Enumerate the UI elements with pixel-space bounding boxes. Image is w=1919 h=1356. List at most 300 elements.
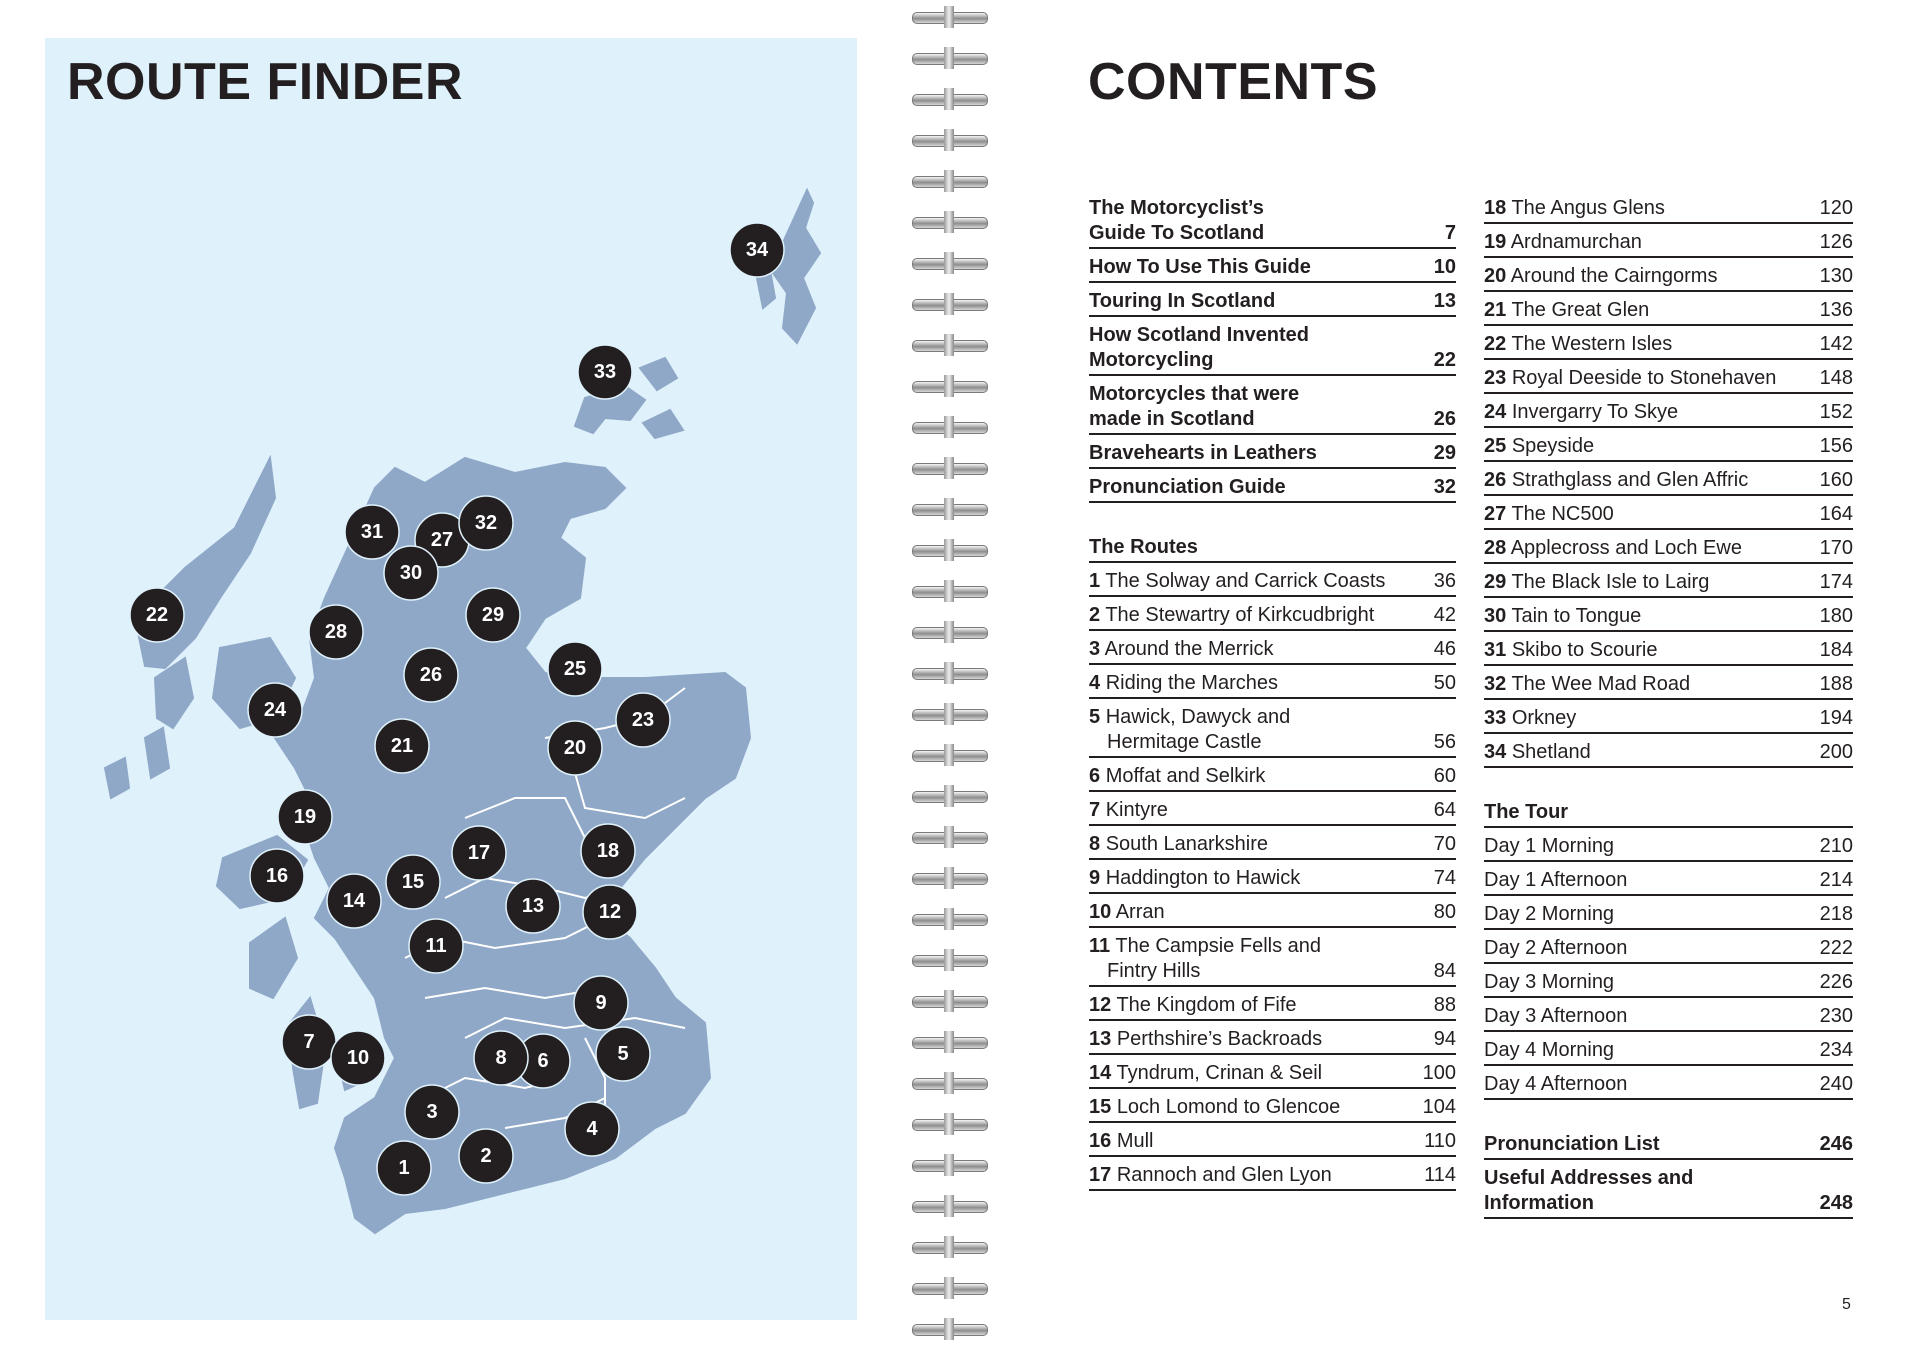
entry-title-text: How To Use This Guide (1089, 256, 1311, 278)
route-marker-13[interactable] (506, 879, 560, 933)
contents-entry[interactable] (1089, 762, 1456, 792)
binding-post (944, 1236, 954, 1258)
entry-title-text: Invergarry To Skye (1511, 401, 1679, 423)
contents-entry-page: 94 (1433, 1028, 1456, 1050)
contents-title: CONTENTS (1088, 53, 1378, 111)
binding-post (944, 457, 954, 479)
binding-post (944, 47, 954, 69)
binding-ring (908, 375, 990, 397)
contents-entry-page: 36 (1433, 570, 1456, 592)
entry-title-text: Bravehearts in Leathers (1089, 442, 1317, 464)
binding-ring (908, 1236, 990, 1258)
contents-entry-title (1089, 289, 1434, 314)
route-number: 3 (1089, 638, 1101, 660)
contents-entry-title (1484, 536, 1820, 561)
route-marker-label: 9 (595, 992, 607, 1014)
binding-post (944, 211, 954, 233)
contents-entry-page: 120 (1819, 197, 1853, 219)
contents-entry[interactable] (1089, 287, 1456, 317)
contents-entry[interactable] (1484, 900, 1853, 930)
tour-list (1484, 832, 1853, 1100)
route-marker-12[interactable] (583, 885, 637, 939)
route-number: 2 (1089, 604, 1101, 626)
binding-ring (908, 498, 990, 520)
route-marker-24[interactable] (248, 683, 302, 737)
contents-entry[interactable] (1484, 1002, 1853, 1032)
contents-entry[interactable] (1089, 439, 1456, 469)
route-marker-30[interactable] (384, 546, 438, 600)
contents-entry-title (1484, 902, 1820, 927)
route-number: 11 (1089, 935, 1111, 957)
entry-title-text: Day 3 Afternoon (1484, 1005, 1628, 1027)
route-number: 33 (1484, 707, 1507, 729)
contents-entry-page: 246 (1819, 1133, 1853, 1155)
contents-entry[interactable] (1484, 866, 1853, 896)
contents-entry[interactable] (1484, 398, 1853, 428)
entry-title-text: Day 4 Afternoon (1484, 1073, 1628, 1095)
contents-entry[interactable] (1484, 568, 1853, 598)
contents-entry-page: 42 (1433, 604, 1456, 626)
contents-entry[interactable] (1484, 500, 1853, 530)
binding-post (944, 129, 954, 151)
contents-entry-title (1089, 705, 1434, 755)
route-marker-11[interactable] (409, 919, 463, 973)
route-number: 16 (1089, 1130, 1112, 1152)
contents-entry-title (1089, 993, 1434, 1018)
route-number: 27 (1484, 503, 1507, 525)
contents-entry-title (1089, 671, 1434, 696)
contents-column-right (1484, 194, 1853, 1223)
binding-ring (908, 867, 990, 889)
contents-entry-title (1484, 672, 1820, 697)
binding-post (944, 334, 954, 356)
contents-entry[interactable] (1484, 968, 1853, 998)
contents-entry[interactable] (1484, 296, 1853, 326)
entry-title-text: Arran (1115, 901, 1165, 923)
binding-ring (908, 334, 990, 356)
route-number: 9 (1089, 867, 1101, 889)
route-number: 34 (1484, 741, 1507, 763)
entry-title-text: Royal Deeside to Stonehaven (1511, 367, 1777, 389)
contents-entry-page: 13 (1433, 290, 1456, 312)
contents-entry-title (1484, 196, 1820, 221)
contents-entry-page: 214 (1819, 869, 1853, 891)
contents-entry-title (1484, 970, 1820, 995)
spiral-binding (908, 0, 990, 1356)
binding-post (944, 1113, 954, 1135)
contents-entry-page: 148 (1819, 367, 1853, 389)
contents-entry[interactable] (1089, 932, 1456, 987)
route-number: 28 (1484, 537, 1507, 559)
binding-ring (908, 1195, 990, 1217)
route-finder-title: ROUTE FINDER (67, 53, 463, 111)
route-marker-2[interactable] (459, 1129, 513, 1183)
route-marker-19[interactable] (278, 790, 332, 844)
route-marker-4[interactable] (565, 1102, 619, 1156)
contents-entry-page: 226 (1819, 971, 1853, 993)
contents-entry[interactable] (1484, 934, 1853, 964)
contents-entry[interactable] (1089, 194, 1456, 249)
contents-entry-title (1484, 332, 1820, 357)
contents-entry[interactable] (1089, 567, 1456, 597)
route-marker-17[interactable] (452, 826, 506, 880)
route-marker-34[interactable] (730, 223, 784, 277)
contents-entry[interactable] (1089, 830, 1456, 860)
contents-entry-page: 200 (1819, 741, 1853, 763)
entry-title-text: Around the Merrick (1104, 638, 1274, 660)
contents-entry[interactable] (1089, 864, 1456, 894)
entry-title-text: Tain to Tongue (1511, 605, 1642, 627)
contents-entry-page: 174 (1819, 571, 1853, 593)
contents-entry-title (1089, 866, 1434, 891)
entry-title-text: Haddington to Hawick (1105, 867, 1301, 889)
route-marker-25[interactable] (548, 642, 602, 696)
contents-entry-page: 56 (1433, 731, 1456, 753)
binding-ring (908, 1072, 990, 1094)
binding-ring (908, 908, 990, 930)
route-marker-33[interactable] (578, 345, 632, 399)
contents-entry-page: 210 (1819, 835, 1853, 857)
route-marker-label: 16 (265, 865, 289, 887)
contents-entry[interactable] (1484, 1164, 1853, 1219)
binding-post (944, 580, 954, 602)
route-marker-label: 20 (563, 737, 587, 759)
contents-entry[interactable] (1089, 1025, 1456, 1055)
contents-entry-title (1089, 934, 1434, 984)
contents-entry[interactable] (1089, 1161, 1456, 1191)
entry-title-text: The Motorcyclist’s (1089, 197, 1264, 219)
contents-entry-title (1089, 441, 1434, 466)
route-marker-21[interactable] (375, 719, 429, 773)
contents-entry[interactable] (1484, 466, 1853, 496)
route-marker-7[interactable] (282, 1015, 336, 1069)
route-marker-29[interactable] (466, 588, 520, 642)
contents-entry-page: 188 (1819, 673, 1853, 695)
contents-entry-title (1089, 1163, 1424, 1188)
route-number: 6 (1089, 765, 1101, 787)
intro-entries (1089, 194, 1456, 503)
contents-entry[interactable] (1484, 832, 1853, 862)
entry-title-text: South Lanarkshire (1105, 833, 1269, 855)
entry-title-text: Useful Addresses and (1484, 1167, 1694, 1189)
route-marker-1[interactable] (377, 1141, 431, 1195)
contents-entry-title (1484, 400, 1820, 425)
contents-entry[interactable] (1089, 635, 1456, 665)
contents-entry-title (1089, 764, 1434, 789)
contents-entry-title (1484, 706, 1820, 731)
route-marker-label: 11 (425, 935, 447, 957)
route-number: 30 (1484, 605, 1507, 627)
route-marker-31[interactable] (345, 505, 399, 559)
contents-entry-title (1089, 1027, 1434, 1052)
route-number: 13 (1089, 1028, 1112, 1050)
contents-entry[interactable] (1484, 534, 1853, 564)
route-marker-26[interactable] (404, 648, 458, 702)
contents-entry[interactable] (1089, 380, 1456, 435)
binding-post (944, 908, 954, 930)
contents-entry-title (1484, 1038, 1820, 1063)
contents-entry-title (1484, 434, 1820, 459)
contents-entry[interactable] (1484, 636, 1853, 666)
contents-entry-page: 32 (1433, 476, 1456, 498)
route-marker-8[interactable] (474, 1031, 528, 1085)
binding-ring (908, 88, 990, 110)
contents-entry-title (1089, 637, 1434, 662)
contents-entry[interactable] (1089, 321, 1456, 376)
contents-entry-title (1089, 255, 1434, 280)
entry-title-text: Mull (1116, 1130, 1154, 1152)
contents-entry-title (1089, 798, 1434, 823)
entry-title-text: Touring In Scotland (1089, 290, 1276, 312)
route-marker-9[interactable] (574, 976, 628, 1030)
contents-entry[interactable] (1484, 738, 1853, 768)
contents-entry-title (1484, 570, 1820, 595)
route-number: 25 (1484, 435, 1507, 457)
binding-ring (908, 211, 990, 233)
contents-entry-page: 142 (1819, 333, 1853, 355)
route-marker-16[interactable] (250, 849, 304, 903)
binding-post (944, 375, 954, 397)
route-marker-3[interactable] (405, 1085, 459, 1139)
route-marker-label: 4 (586, 1118, 598, 1140)
route-marker-label: 22 (145, 604, 169, 626)
entry-title-text: Skibo to Scourie (1511, 639, 1658, 661)
route-marker-label: 1 (398, 1157, 410, 1179)
binding-post (944, 662, 954, 684)
route-number: 8 (1089, 833, 1101, 855)
route-number: 12 (1089, 994, 1112, 1016)
contents-entry-title (1484, 868, 1820, 893)
end-entries (1484, 1130, 1853, 1219)
contents-entry-title (1484, 638, 1820, 663)
route-marker-22[interactable] (130, 588, 184, 642)
contents-entry-page: 126 (1819, 231, 1853, 253)
entry-title-text-line2: Hermitage Castle (1107, 731, 1262, 753)
contents-entry-page: 230 (1819, 1005, 1853, 1027)
binding-post (944, 252, 954, 274)
entry-title-text: Day 2 Afternoon (1484, 937, 1628, 959)
route-marker-label: 30 (399, 562, 423, 584)
binding-ring (908, 1277, 990, 1299)
contents-entry[interactable] (1484, 602, 1853, 632)
route-marker-20[interactable] (548, 721, 602, 775)
contents-entry-page: 240 (1819, 1073, 1853, 1095)
route-marker-5[interactable] (596, 1027, 650, 1081)
entry-title-text: Hawick, Dawyck and (1105, 706, 1291, 728)
contents-entry-title (1484, 740, 1820, 765)
contents-entry-page: 100 (1422, 1062, 1456, 1084)
contents-entry[interactable] (1484, 1130, 1853, 1160)
binding-ring (908, 1154, 990, 1176)
contents-entry-title (1089, 1095, 1423, 1120)
route-marker-label: 2 (480, 1145, 492, 1167)
entry-title-text: Tyndrum, Crinan & Seil (1116, 1062, 1323, 1084)
contents-entry[interactable] (1089, 473, 1456, 503)
route-marker-label: 26 (419, 664, 443, 686)
route-marker-label: 29 (481, 604, 505, 626)
entry-title-text: Speyside (1511, 435, 1595, 457)
route-marker-label: 27 (430, 529, 454, 551)
contents-entry-title (1484, 298, 1820, 323)
contents-entry-page: 88 (1433, 994, 1456, 1016)
entry-title-text-line2: Guide To Scotland (1089, 222, 1265, 244)
route-number: 14 (1089, 1062, 1112, 1084)
entry-title-text: The Black Isle to Lairg (1511, 571, 1710, 593)
route-marker-label: 15 (401, 871, 425, 893)
entry-title-text: Day 2 Morning (1484, 903, 1615, 925)
binding-post (944, 88, 954, 110)
route-marker-label: 13 (521, 895, 545, 917)
route-number: 5 (1089, 706, 1101, 728)
contents-entry-title (1089, 196, 1445, 246)
binding-post (944, 1277, 954, 1299)
contents-entry[interactable] (1089, 669, 1456, 699)
binding-post (944, 867, 954, 889)
binding-post (944, 744, 954, 766)
contents-entry[interactable] (1484, 704, 1853, 734)
contents-entry-page: 46 (1433, 638, 1456, 660)
contents-entry-title (1484, 604, 1820, 629)
contents-entry[interactable] (1089, 601, 1456, 631)
contents-entry-title (1484, 264, 1820, 289)
binding-ring (908, 457, 990, 479)
routes-list-left (1089, 567, 1456, 1191)
contents-entry-page: 248 (1819, 1192, 1853, 1214)
route-number: 21 (1484, 299, 1507, 321)
contents-entry[interactable] (1484, 262, 1853, 292)
binding-ring (908, 621, 990, 643)
contents-entry-page: 136 (1819, 299, 1853, 321)
route-marker-23[interactable] (616, 693, 670, 747)
entry-title-text: Ardnamurchan (1510, 231, 1642, 253)
contents-entry-title (1484, 502, 1820, 527)
contents-entry[interactable] (1484, 1070, 1853, 1100)
contents-entry-page: 156 (1819, 435, 1853, 457)
contents-entry[interactable] (1089, 991, 1456, 1021)
contents-entry[interactable] (1484, 670, 1853, 700)
route-marker-label: 21 (390, 735, 414, 757)
contents-entry-title (1484, 1166, 1820, 1216)
route-marker-label: 34 (745, 239, 769, 261)
entry-title-text: The Stewartry of Kirkcudbright (1105, 604, 1375, 626)
binding-ring (908, 826, 990, 848)
contents-entry-title (1089, 475, 1434, 500)
route-marker-18[interactable] (581, 824, 635, 878)
page-number: 5 (1842, 1296, 1851, 1313)
route-marker-28[interactable] (309, 605, 363, 659)
route-marker-label: 18 (596, 840, 620, 862)
route-marker-label: 24 (263, 699, 287, 721)
binding-post (944, 498, 954, 520)
contents-entry-page: 104 (1422, 1096, 1456, 1118)
entry-title-text: Pronunciation Guide (1089, 476, 1286, 498)
binding-ring (908, 990, 990, 1012)
contents-entry-page: 152 (1819, 401, 1853, 423)
contents-entry[interactable] (1089, 898, 1456, 928)
contents-entry-title (1484, 468, 1820, 493)
contents-entry[interactable] (1089, 1127, 1456, 1157)
binding-ring (908, 1318, 990, 1340)
contents-entry-title (1484, 834, 1820, 859)
binding-ring (908, 129, 990, 151)
route-marker-label: 33 (593, 361, 617, 383)
binding-ring (908, 170, 990, 192)
entry-title-text: Shetland (1511, 741, 1591, 763)
contents-entry[interactable] (1089, 1059, 1456, 1089)
route-marker-label: 32 (474, 512, 498, 534)
contents-entry-page: 110 (1424, 1130, 1456, 1152)
contents-entry-page: 184 (1819, 639, 1853, 661)
contents-entry-page: 170 (1819, 537, 1853, 559)
entry-title-text: Perthshire’s Backroads (1116, 1028, 1323, 1050)
binding-post (944, 6, 954, 28)
contents-entry-title (1484, 936, 1820, 961)
contents-entry[interactable] (1484, 228, 1853, 258)
binding-post (944, 1154, 954, 1176)
contents-entry[interactable] (1089, 253, 1456, 283)
binding-post (944, 293, 954, 315)
contents-entry-title (1089, 603, 1434, 628)
route-marker-15[interactable] (386, 855, 440, 909)
entry-title-text: How Scotland Invented (1089, 324, 1310, 346)
route-marker-32[interactable] (459, 496, 513, 550)
contents-entry[interactable] (1484, 194, 1853, 224)
entry-title-text: Around the Cairngorms (1510, 265, 1718, 287)
route-marker-label: 3 (426, 1101, 438, 1123)
entry-title-text: The Wee Mad Road (1511, 673, 1691, 695)
contents-entry-page: 26 (1433, 408, 1456, 430)
binding-post (944, 539, 954, 561)
binding-post (944, 416, 954, 438)
contents-entry-page: 218 (1819, 903, 1853, 925)
contents-column-left (1089, 194, 1456, 1195)
route-marker-label: 8 (495, 1047, 507, 1069)
contents-entry[interactable] (1484, 432, 1853, 462)
binding-post (944, 990, 954, 1012)
route-marker-label: 7 (303, 1031, 315, 1053)
route-number: 31 (1484, 639, 1507, 661)
binding-post (944, 826, 954, 848)
route-marker-label: 19 (293, 806, 317, 828)
entry-title-text: Pronunciation List (1484, 1133, 1660, 1155)
entry-title-text: Day 4 Morning (1484, 1039, 1615, 1061)
contents-entry[interactable] (1089, 796, 1456, 826)
contents-entry-page: 80 (1433, 901, 1456, 923)
contents-entry[interactable] (1089, 1093, 1456, 1123)
route-number: 18 (1484, 197, 1507, 219)
contents-entry[interactable] (1484, 364, 1853, 394)
contents-entry[interactable] (1484, 1036, 1853, 1066)
contents-entry-title (1484, 1132, 1820, 1157)
entry-title-text: The Angus Glens (1511, 197, 1665, 219)
route-marker-label: 25 (563, 658, 587, 680)
route-marker-label: 6 (537, 1050, 549, 1072)
binding-post (944, 703, 954, 725)
route-marker-14[interactable] (327, 874, 381, 928)
route-number: 32 (1484, 673, 1507, 695)
contents-entry-title (1484, 1004, 1820, 1029)
contents-entry[interactable] (1484, 330, 1853, 360)
route-marker-label: 17 (467, 842, 491, 864)
binding-post (944, 1318, 954, 1340)
binding-post (944, 1072, 954, 1094)
entry-title-text: Riding the Marches (1105, 672, 1278, 694)
route-marker-10[interactable] (331, 1031, 385, 1085)
routes-heading: The Routes (1089, 533, 1456, 563)
contents-entry[interactable] (1089, 703, 1456, 758)
route-marker-label: 14 (342, 890, 366, 912)
entry-title-text: The Kingdom of Fife (1116, 994, 1297, 1016)
